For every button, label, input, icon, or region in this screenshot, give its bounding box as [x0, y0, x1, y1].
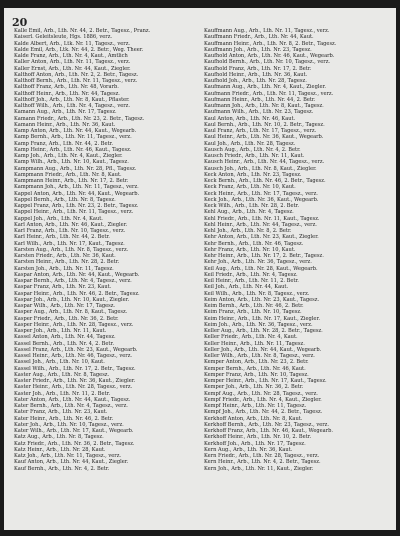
directory-entry: Kempf Heinr., Arb., Lth. Nr. 11, Tagesz.	[204, 403, 307, 409]
directory-entry: Keim Bernh., Arb., Lth. Nr. 46, 2. Betr.	[204, 303, 304, 309]
directory-entry: Kater Bernh., Arb., Lth. Nr. 4, Tagesz., verz.	[14, 403, 128, 409]
directory-entry: Kaufhold Heinr., Arb., Lth. Nr. 36, Kaut.	[204, 71, 308, 78]
directory-entry: Kerkhoff Heinr., Arb., Lth. Nr. 10, 2. Betr.	[204, 434, 312, 441]
directory-entry: Kasper Joh., Arb., Lth. Nr. 11, Kaut.	[14, 328, 107, 334]
directory-entry: Kaspar Anton, Arb., Lth. Nr. 44, Kaut., Wegearb.	[14, 271, 140, 278]
directory-entry: Kamann Friedr., Arb., Lth. Nr. 23, 2. Betr., Tagesz.	[14, 115, 145, 122]
directory-entry: Kaspar Joh., Arb., Lth. Nr. 10, Kaut., Ziegler.	[14, 296, 130, 303]
directory-entry: Karl Wilh., Arb., Lth. Nr. 17, Kaut., Tagesz.	[14, 240, 125, 247]
directory-entry: Kappel Heinr., Arb., Lth. Nr. 11, Tagesz., verz.	[14, 209, 134, 216]
directory-entry: Kamp Anton, Arb., Lth. Nr. 44, Kaut., Wegearb.	[14, 128, 137, 134]
directory-entry: Kaufhold Bernh., Arb., Lth. Nr. 10, Tagesz., verz.	[204, 59, 331, 66]
directory-entry: Kalthoff Joh., Arb., Lth. Nr. 8, Kaut., Pflaster.	[14, 96, 130, 103]
directory-entry: Kamp Joh., Arb., Lth. Nr. 4, Kaut., Ziegler.	[14, 153, 123, 159]
directory-entry: Kappel Joh., Arb., Lth. Nr. 4, Kaut.	[14, 215, 103, 222]
directory-entry: Kauf Anton, Arb., Lth. Nr. 44, Kaut., Ziegler.	[14, 459, 129, 466]
directory-entry: Keim Franz, Arb., Lth. Nr. 10, Tagesz.	[204, 309, 302, 316]
directory-entry: Keller Heinr., Arb., Lth. Nr. 11, Tagesz.	[204, 340, 305, 347]
directory-entry: Kern Joh., Arb., Lth. Nr. 11, Kaut., Ziegler.	[204, 465, 314, 472]
directory-entry: Kempf Friedr., Arb., Lth. Nr. 4, Kaut., Ziegler.	[204, 396, 322, 403]
directory-entry: Kamp Franz, Arb., Lth. Nr. 44, 2. Betr.	[14, 140, 114, 147]
directory-entry: Keck Wilh., Arb., Lth. Nr. 28, 2. Betr.	[204, 203, 300, 209]
directory-entry: Keim Heinr., Arb., Lth. Nr. 17, Kaut., Ziegler.	[204, 315, 320, 322]
directory-entry: Keil Aug., Arb., Lth. Nr. 28, Kaut., Wegearb.	[204, 265, 318, 272]
directory-entry: Kehl Joh., Arb., Lth. Nr. 8, 2. Betr.	[204, 228, 292, 234]
directory-entry: Kampmann Friedr., Arb., Lth. Nr. 8, Kaut.	[14, 171, 122, 178]
directory-entry: Kemper Franz, Arb., Lth. Nr. 10, Tagesz.	[204, 371, 309, 378]
right-column	[204, 28, 388, 524]
directory-entry: Kampmann Aug., Arb., Lth. Nr. 28, Pfl., Tagesz.	[14, 165, 137, 172]
directory-entry: Kehr Franz, Arb., Lth. Nr. 10, Kaut.	[204, 246, 296, 253]
directory-entry: Kater Wilh., Arb., Lth. Nr. 17, Kaut., Wegearb.	[14, 428, 134, 434]
directory-entry: Kalde Franz, Arb., Lth. Nr. 4, Kaut., Amtlich	[14, 53, 128, 59]
directory-entry: Kalde Emil, Arb., Ltk. Nr. 44, 2. Betr., Weg. Theer.	[14, 46, 144, 53]
directory-entry: Kalthoff Bernh., Arb., Lth. Nr. 11, Tagesz., verz.	[14, 78, 138, 84]
directory-entry: Kemper Joh., Arb., Lth. Nr. 36, 2. Betr.	[204, 384, 304, 391]
directory-entry: Kassel Bernh., Arb., Lth. Nr. 4, 2. Betr.	[14, 340, 114, 347]
directory-entry: Katz Joh., Arb., Lth. Nr. 11, Tagesz., verz.	[14, 453, 122, 459]
directory-entry: Keller Joh., Arb., Lth. Nr. 44, Kaut., Wegearb.	[204, 346, 322, 353]
page-number: 20	[12, 16, 28, 29]
directory-entry: Kappel Bernh., Arb., Lth. Nr. 8, Tagesz.	[14, 196, 116, 203]
directory-entry: Kausch Aug., Arb., Lth. Nr. 4, 2. Betr.	[204, 146, 301, 153]
directory-entry: Keck Anton, Arb., Lth. Nr. 23, Tagesz.	[204, 171, 302, 178]
directory-entry: Kaul Franz, Arb., Lth. Nr. 17, Tagesz., verz.	[204, 128, 317, 134]
directory-entry: Keim Anton, Arb., Lth. Nr. 23, Kaut., Tagesz.	[204, 296, 320, 303]
directory-entry: Kaufhold Anton, Arb., Lth. Nr. 46, Kaut., Wegearb.	[204, 53, 335, 59]
directory-entry: Kamp Heinr., Arb., Lth. Nr. 46, Kaut., Tagesz.	[14, 146, 132, 153]
directory-entry: Kassel Wilh., Arb., Lth. Nr. 17, 2. Betr., Tagesz.	[14, 365, 136, 372]
directory-entry: Kater Franz, Arb., Lth. Nr. 23, Kaut.	[14, 409, 108, 416]
directory-entry: Kehl Heinr., Arb., Lth. Nr. 44, Tagesz., verz.	[204, 221, 317, 228]
directory-entry: Kalthoff Franz, Arb., Lth. Nr. 48, Vorarb.	[14, 84, 119, 91]
directory-entry: Katz Heinr., Arb., Lth. Nr. 28, Kaut.	[14, 446, 106, 453]
directory-entry: Kaul Bernh., Arb., Lth. Nr. 10, 2. Betr., Tagesz.	[204, 121, 325, 128]
directory-entry: Kater Heinr., Arb., Lth. Nr. 46, 2. Betr.	[14, 415, 114, 422]
directory-entry: Kappel Anton, Arb., Lth. Nr. 44, Kaut., Wegearb.	[14, 190, 140, 197]
directory-entry: Kaul Heinr., Arb., Lth. Nr. 36, Kaut., Wegearb.	[204, 134, 324, 141]
directory-entry: Kaller Ernst, Arb., Lth. Nr. 44, Kaut., Ziegler.	[14, 65, 131, 72]
directory-entry: Kempf Aug., Arb., Lth. Nr. 28, Tagesz., verz.	[204, 390, 318, 397]
directory-entry: Kauffmann Friedr., Arb., Lth. Nr. 44, Kaut.	[204, 34, 314, 41]
directory-entry: Kemper Heinr., Arb., Lth. Nr. 17, Kaut., Tagesz.	[204, 378, 327, 384]
directory-entry: Kaufmann Wilh., Arb., Lth. Nr. 23, Tagesz.	[204, 109, 314, 116]
directory-entry: Kater Joh., Arb., Lth. Nr. 10, Tagesz., verz.	[14, 421, 124, 428]
directory-entry: Kern Aug., Arb., Lth. Nr. 36, Kaut.	[204, 446, 293, 453]
directory-entry: Kehr Bernh., Arb., Lth. Nr. 46, Tagesz.	[204, 240, 304, 247]
directory-entry: Kaspar Wilh., Arb., Lth. Nr. 17, Tagesz.	[14, 303, 116, 309]
directory-entry: Keck Bernh., Arb., Lth. Nr. 46, 2. Betr., Tagesz.	[204, 178, 326, 184]
directory-entry: Kaufmann Heinr., Arb., Lth. Nr. 44, 2. Betr.	[204, 96, 316, 103]
directory-entry: Kassel Heinr., Arb., Lth. Nr. 46, Tagesz., verz.	[14, 353, 133, 359]
directory-entry: Kalle Emil, Arb., Lth. Nr. 44, 2. Betr., Tagesz., Pranz.	[14, 28, 151, 34]
directory-entry: Kaspar Bernh., Arb., Lth. Nr. 4, Tagesz., verz.	[14, 278, 132, 284]
directory-entry: Kaufmann Friedr., Arb., Lth. Nr. 11, Tagesz., verz.	[204, 90, 334, 97]
directory-entry: Kerkhoff Franz, Arb., Lth. Nr. 46, Kaut., Wegearb.	[204, 428, 333, 434]
directory-entry: Karl Heinr., Arb., Lth. Nr. 44, 2. Betr.	[14, 234, 110, 241]
directory-entry: Kausch Friedr., Arb., Lth. Nr. 11, Kaut.	[204, 153, 305, 159]
directory-entry: Kern Friedr., Arb., Lth. Nr. 28, Tagesz., verz.	[204, 453, 320, 459]
directory-entry: Karl Anton, Arb., Lth. Nr. 46, Kaut., Ziegler.	[14, 221, 128, 228]
directory-entry: Kempf Joh., Arb., Lth. Nr. 44, 2. Betr., Tagesz.	[204, 409, 323, 416]
directory-entry: Kehr Joh., Arb., Lth. Nr. 36, Tagesz., verz.	[204, 259, 312, 266]
directory-entry: Keil Wilh., Arb., Lth. Nr. 8, Tagesz., verz.	[204, 290, 310, 297]
directory-entry: Kappel Franz, Arb., Lth. Nr. 23, 2. Betr., Tagesz.	[14, 203, 139, 209]
directory-entry: Keller Wilh., Arb., Lth. Nr. 8, Tagesz., verz.	[204, 353, 315, 359]
directory-entry: Kampmann Joh., Arb., Lth. Nr. 11, Tagesz., verz.	[14, 184, 139, 191]
directory-entry: Keim Joh., Arb., Lth. Nr. 36, Tagesz., verz.	[204, 321, 313, 328]
directory-entry: Karsten Friedr., Arb., Lth. Nr. 36, Kaut.	[14, 253, 116, 259]
directory-entry: Karl Franz, Arb., Lth. Nr. 10, Tagesz., verz.	[14, 228, 126, 234]
directory-entry: Kalthoff Anton, Arb., Lth. Nr. 2, 2. Betr., Tagesz.	[14, 71, 139, 78]
directory-entry: Kemper Bernh., Arb., Lth. Nr. 46, Kaut.	[204, 365, 306, 372]
directory-page	[4, 8, 396, 530]
directory-entry: Keller Friedr., Arb., Lth. Nr. 4, Kaut.	[204, 334, 298, 341]
directory-entry: Kaiserl. Geleitsleute, Hgs. 1886, verz.	[14, 34, 113, 41]
directory-entry: Karsten Joh., Arb., Lth. Nr. 11, Tagesz.	[14, 265, 114, 272]
directory-entry: Kern Heinr., Arb., Lth. Nr. 4, 2. Betr., Tagesz.	[204, 459, 321, 466]
directory-entry: Keck Franz, Arb., Lth. Nr. 10, Kaut.	[204, 184, 296, 191]
directory-entry: Kauf Bernh., Arb., Lth. Nr. 4, 2. Betr.	[14, 465, 110, 472]
directory-entry: Keller Aug., Arb., Lth. Nr. 28, 2. Betr., Tagesz.	[204, 328, 323, 334]
directory-entry: Kehr Heinr., Arb., Lth. Nr. 17, 2. Betr., Tagesz.	[204, 253, 324, 259]
directory-entry: Kampmann Heinr., Arb., Lth. Nr. 17, 2. Betr.	[14, 178, 129, 184]
directory-entry: Kamp Bernh., Arb., Lth. Nr. 11, Tagesz., verz.	[14, 134, 132, 141]
directory-entry: Kemper Anton, Arb., Lth. Nr. 23, 2. Betr.	[204, 359, 309, 366]
directory-entry: Kalde Albert, Arb., Ltk. Nr. 11, Tagesz., verz.	[14, 40, 131, 47]
directory-entry: Kaufhold Joh., Arb., Lth. Nr. 28, Tagesz.	[204, 78, 307, 84]
directory-entry: Kaster Aug., Arb., Lth. Nr. 8, Tagesz.	[14, 371, 110, 378]
directory-entry: Kalthoff Heinr., Arb., Lth. Nr. 44, Tagesz.	[14, 90, 120, 97]
directory-entry: Karsten Aug., Arb., Lth. Nr. 8, Tagesz., verz.	[14, 246, 129, 253]
directory-entry: Kaufmann Joh., Arb., Lth. Nr. 8, Kaut., Tagesz.	[204, 103, 324, 109]
directory-entry: Kehl Friedr., Arb., Lth. Nr. 11, Kaut., Tagesz.	[204, 215, 320, 222]
directory-entry: Kauffmann Heinr., Arb., Lth. Nr. 8, 2. Betr., Tagesz.	[204, 40, 337, 47]
directory-entry: Katz Friedr., Arb., Lth. Nr. 36, 2. Betr., Tagesz.	[14, 440, 135, 447]
directory-entry: Kassel Franz, Arb., Lth. Nr. 23, Kaut., Wegearb.	[14, 346, 138, 353]
directory-entry: Kaul Joh., Arb., Lth. Nr. 28, Tagesz.	[204, 140, 296, 147]
directory-entry: Kaufhold Franz, Arb., Lth. Nr. 17, 2. Betr.	[204, 65, 312, 72]
left-column	[14, 28, 198, 524]
directory-entry: Kauffmann Joh., Arb., Lth. Nr. 23, Tagesz.	[204, 46, 312, 53]
directory-entry: Kamann Aug., Arb., Lth. Nr. 17, Tagesz.	[14, 109, 117, 116]
directory-entry: Kaster Friedr., Arb., Lth. Nr. 36, Kaut., Ziegler.	[14, 378, 136, 384]
directory-entry: Kamp Wilh., Arb., Lth. Nr. 10, Kaut., Tagesz.	[14, 159, 129, 166]
directory-entry: Kauffmann Aug., Arb., Lth. Nr. 11, Tagesz., verz.	[204, 28, 330, 34]
directory-entry: Kaufmann Aug., Arb., Lth. Nr. 4, Kaut., Ziegler.	[204, 84, 326, 91]
directory-entry: Keck Heinr., Arb., Lth. Nr. 17, Tagesz., verz.	[204, 190, 318, 197]
directory-entry: Kaul Anton, Arb., Lth. Nr. 46, Kaut.	[204, 115, 296, 122]
directory-entry: Kaspar Franz, Arb., Lth. Nr. 23, Kaut.	[14, 284, 112, 291]
directory-entry: Kaspar Heinr., Arb., Lth. Nr. 46, 2. Betr., Tagesz.	[14, 290, 140, 297]
directory-entry: Keil Friedr., Arb., Lth. Nr. 4, Tagesz.	[204, 271, 298, 278]
directory-entry: Kausch Heinr., Arb., Lth. Nr. 44, Tagesz., verz.	[204, 159, 325, 166]
directory-entry: Kater Anton, Arb., Lth. Nr. 44, Kaut., Tagesz.	[14, 396, 131, 403]
directory-entry: Kehr Anton, Arb., Lth. Nr. 23, Kaut., Ziegler.	[204, 234, 319, 241]
directory-entry: Kassel Joh., Arb., Lth. Nr. 10, Kaut.	[14, 359, 105, 366]
directory-entry: Kasper Heinr., Arb., Lth. Nr. 28, Tagesz., verz.	[14, 321, 134, 328]
directory-entry: Kasper Aug., Arb., Lth. Nr. 8, Kaut., Tagesz.	[14, 309, 128, 316]
directory-entry: Keil Joh., Arb., Lth. Nr. 44, Kaut.	[204, 284, 289, 291]
directory-entry: Kaster Heinr., Arb., Lth. Nr. 28, Tagesz., verz.	[14, 384, 133, 391]
directory-entry: Kasper Friedr., Arb., Lth. Nr. 36, 2. Betr.	[14, 315, 119, 322]
directory-entry: Kalthoff Wilh., Arb., Lth. Nr. 4, Tagesz., verz.	[14, 103, 130, 109]
directory-entry: Kamann Heinr., Arb., Lth. Nr. 36, Kaut.	[14, 121, 116, 128]
directory-entry: Kerkhoff Joh., Arb., Lth. Nr. 17, Tagesz.	[204, 440, 306, 447]
directory-entry: Kassel Anton, Arb., Lth. Nr. 44, Tagesz.	[14, 334, 116, 341]
directory-entry: Kerkhoff Anton, Arb., Lth. Nr. 8, Kaut.	[204, 415, 303, 422]
directory-entry: Keil Heinr., Arb., Lth. Nr. 11, 2. Betr.	[204, 278, 299, 284]
directory-entry: Kausch Joh., Arb., Lth. Nr. 8, Kaut., Ziegler.	[204, 165, 317, 172]
directory-entry: Karsten Heinr., Arb., Lth. Nr. 28, 2. Betr.	[14, 259, 120, 266]
directory-entry: Keck Joh., Arb., Lth. Nr. 36, Kaut., Wegearb.	[204, 196, 319, 203]
directory-entry: Kerkhoff Bernh., Arb., Lth. Nr. 23, Tagesz., verz.	[204, 421, 329, 428]
directory-entry: Kehl Aug., Arb., Lth. Nr. 4, Tagesz.	[204, 209, 294, 216]
entry-columns	[14, 28, 388, 524]
directory-entry: Kaster Joh., Arb., Lth. Nr. 11, 2. Betr.	[14, 390, 111, 397]
directory-entry: Katz Aug., Arb., Lth. Nr. 8, Tagesz.	[14, 434, 104, 441]
directory-entry: Kaller Anton, Arb., Lth. Nr. 11, Tagesz., verz.	[14, 59, 131, 66]
